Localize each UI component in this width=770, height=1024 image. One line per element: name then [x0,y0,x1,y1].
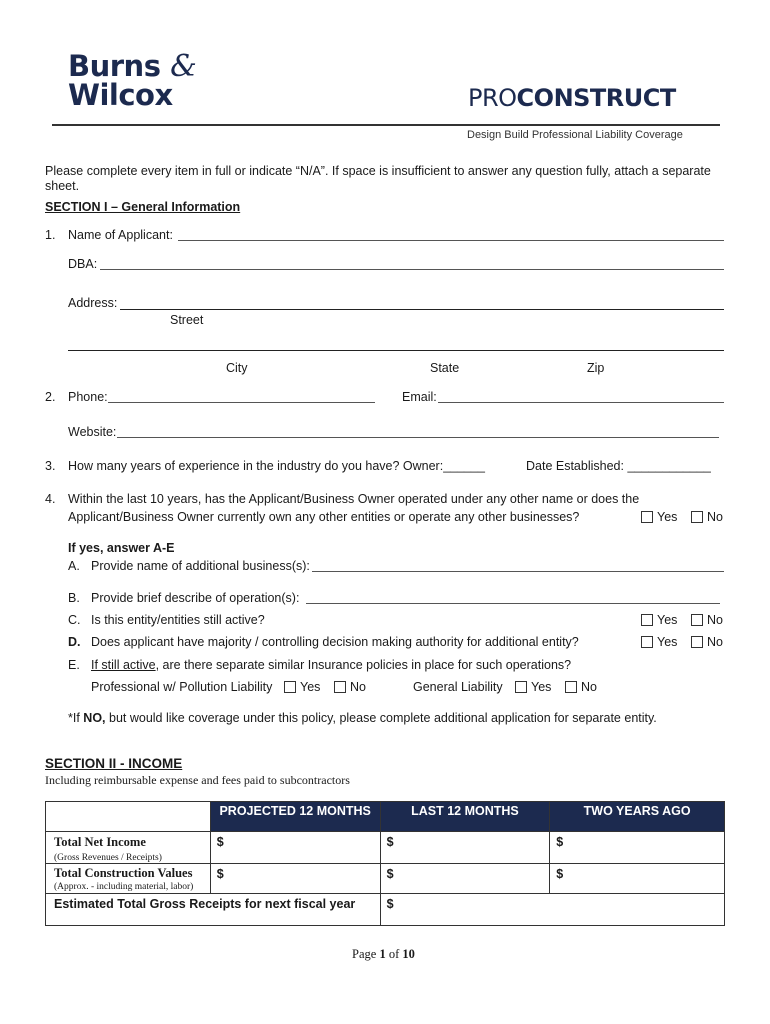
checkbox-icon[interactable] [641,636,653,648]
q4-no-option[interactable]: No [691,510,723,524]
c-no-option[interactable]: No [691,613,723,627]
header-divider [52,124,720,126]
address-label: Address: [68,296,118,310]
q3-text: How many years of experience in the industry do you have? Owner:______ [68,459,485,473]
email-label: Email: [402,390,437,404]
construction-last-12-cell[interactable]: $ [380,864,550,894]
if-yes-heading: If yes, answer A-E [68,541,175,555]
date-established: Date Established: ____________ [526,459,711,473]
operations-field[interactable] [306,591,720,609]
table-row [46,894,725,926]
website-field[interactable] [117,425,719,443]
item-a-letter: A. [68,559,80,573]
additional-business-field[interactable] [312,559,724,577]
prof-no-option[interactable]: No [334,680,366,694]
checkbox-icon[interactable] [691,511,703,523]
website-label: Website: [68,425,117,439]
page-number: Page 1 of 10 [352,947,415,961]
section-2-title: SECTION II - INCOME [45,756,183,771]
checkbox-icon[interactable] [334,681,346,693]
c-yes-option[interactable]: Yes [641,613,677,627]
section-1-title: SECTION I – General Information [45,200,241,214]
income-table-header [46,802,725,832]
table-row [46,832,725,864]
street-field[interactable] [120,309,724,310]
net-income-projected-cell[interactable]: $ [210,832,380,864]
col-projected-12-months: PROJECTED 12 MONTHS [210,802,380,832]
proconstruct-logo: PROCONSTRUCT [468,84,676,112]
phone-label: Phone: [68,390,108,404]
applicant-name-field[interactable] [178,228,724,246]
net-income-two-years-cell[interactable]: $ [550,832,725,864]
q3-number: 3. [45,459,56,473]
email-field[interactable] [438,390,724,408]
estimated-gross-receipts-cell[interactable]: $ [380,894,724,926]
checkbox-icon[interactable] [565,681,577,693]
intro-line-2: sheet. [45,179,80,193]
intro-line-1: Please complete every item in full or indicate “N/A”. If space is insufficient to answer any question fully, attach a separate [45,164,711,178]
item-c-text: Is this entity/entities still active? [91,613,265,627]
checkbox-icon[interactable] [284,681,296,693]
col-last-12-months: LAST 12 MONTHS [380,802,550,832]
item-b-letter: B. [68,591,80,605]
q1-number: 1. [45,228,56,242]
item-b-text: Provide brief describe of operation(s): [91,591,300,605]
row-label-construction-values: Total Construction Values (Approx. - including material, labor) [46,864,211,894]
q2-number: 2. [45,390,56,404]
prof-liability-label: Professional w/ Pollution Liability [91,680,273,694]
gl-yes-option[interactable]: Yes [515,680,551,694]
q4-number: 4. [45,492,56,506]
checkbox-icon[interactable] [641,511,653,523]
city-state-zip-field[interactable] [68,350,724,351]
item-e-letter: E. [68,658,80,672]
checkbox-icon[interactable] [691,636,703,648]
construction-two-years-cell[interactable]: $ [550,864,725,894]
q4-yes-option[interactable]: Yes [641,510,677,524]
q4-line-2: Applicant/Business Owner currently own any other entities or operate any other businesses? [68,510,580,524]
checkbox-icon[interactable] [641,614,653,626]
general-liability-label: General Liability [413,680,503,694]
row-label-net-income: Total Net Income (Gross Revenues / Receipts) [46,832,211,864]
prof-yes-option[interactable]: Yes [284,680,320,694]
q4-line-1: Within the last 10 years, has the Applicant/Business Owner operated under any other name or does the [68,492,640,506]
state-label: State [430,361,460,375]
checkbox-icon[interactable] [515,681,527,693]
applicant-name-label: Name of Applicant: [68,228,173,242]
item-d-text: Does applicant have majority / controlling decision making authority for additional entity? [91,635,579,649]
checkbox-icon[interactable] [691,614,703,626]
item-d-letter: D. [68,635,81,649]
tagline: Design Build Professional Liability Coverage [467,129,683,141]
table-row [46,864,725,894]
d-no-option[interactable]: No [691,635,723,649]
item-e-text: If still active, are there separate similar Insurance policies in place for such operations? [91,658,572,672]
row-label-estimated-gross-receipts: Estimated Total Gross Receipts for next fiscal year [46,894,381,926]
header-blank-cell [46,802,211,832]
dba-field[interactable] [100,257,724,275]
income-table [45,801,725,926]
dba-label: DBA: [68,257,98,271]
d-yes-option[interactable]: Yes [641,635,677,649]
gl-no-option[interactable]: No [565,680,597,694]
item-a-text: Provide name of additional business(s): [91,559,310,573]
zip-label: Zip [587,361,605,375]
street-label: Street [170,313,204,327]
col-two-years-ago: TWO YEARS AGO [550,802,725,832]
city-label: City [226,361,248,375]
net-income-last-12-cell[interactable]: $ [380,832,550,864]
phone-field[interactable] [108,390,375,408]
section-2-subtitle: Including reimbursable expense and fees paid to subcontractors [45,773,350,787]
construction-projected-cell[interactable]: $ [210,864,380,894]
separate-entity-note: *If NO, but would like coverage under this policy, please complete additional application for separate entity. [68,711,657,725]
burns-wilcox-logo: Burns & Wilcox [68,49,197,112]
item-c-letter: C. [68,613,81,627]
